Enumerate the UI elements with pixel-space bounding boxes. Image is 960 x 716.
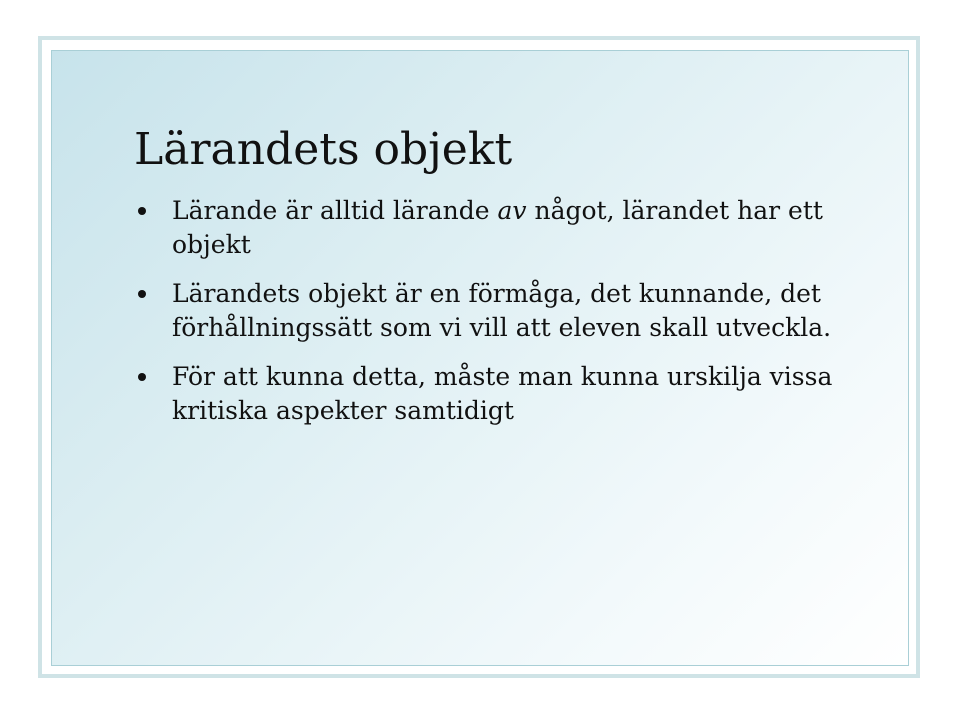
bullet-dot-icon: [138, 207, 146, 215]
bullet-1-emphasis: av: [497, 196, 527, 225]
bullet-1-text-before: Lärande är alltid lärande: [172, 196, 498, 225]
bullet-item-3: [134, 360, 854, 428]
bullet-dot-icon: [138, 290, 146, 298]
slide-title: Lärandets objekt: [134, 124, 513, 175]
bullet-dot-icon: [138, 373, 146, 381]
bullet-item-2: [134, 277, 854, 345]
bullet-list: [134, 194, 854, 443]
bullet-1-text-after: något, lärandet har ett objekt: [172, 196, 823, 259]
bullet-item-1: [134, 194, 854, 262]
bullet-3-text: För att kunna detta, måste man kunna urskilja vissa kritiska aspekter samtidigt: [172, 362, 833, 425]
bullet-2-text: Lärandets objekt är en förmåga, det kunnande, det förhållningssätt som vi vill att eleven skall utveckla.: [172, 279, 832, 342]
